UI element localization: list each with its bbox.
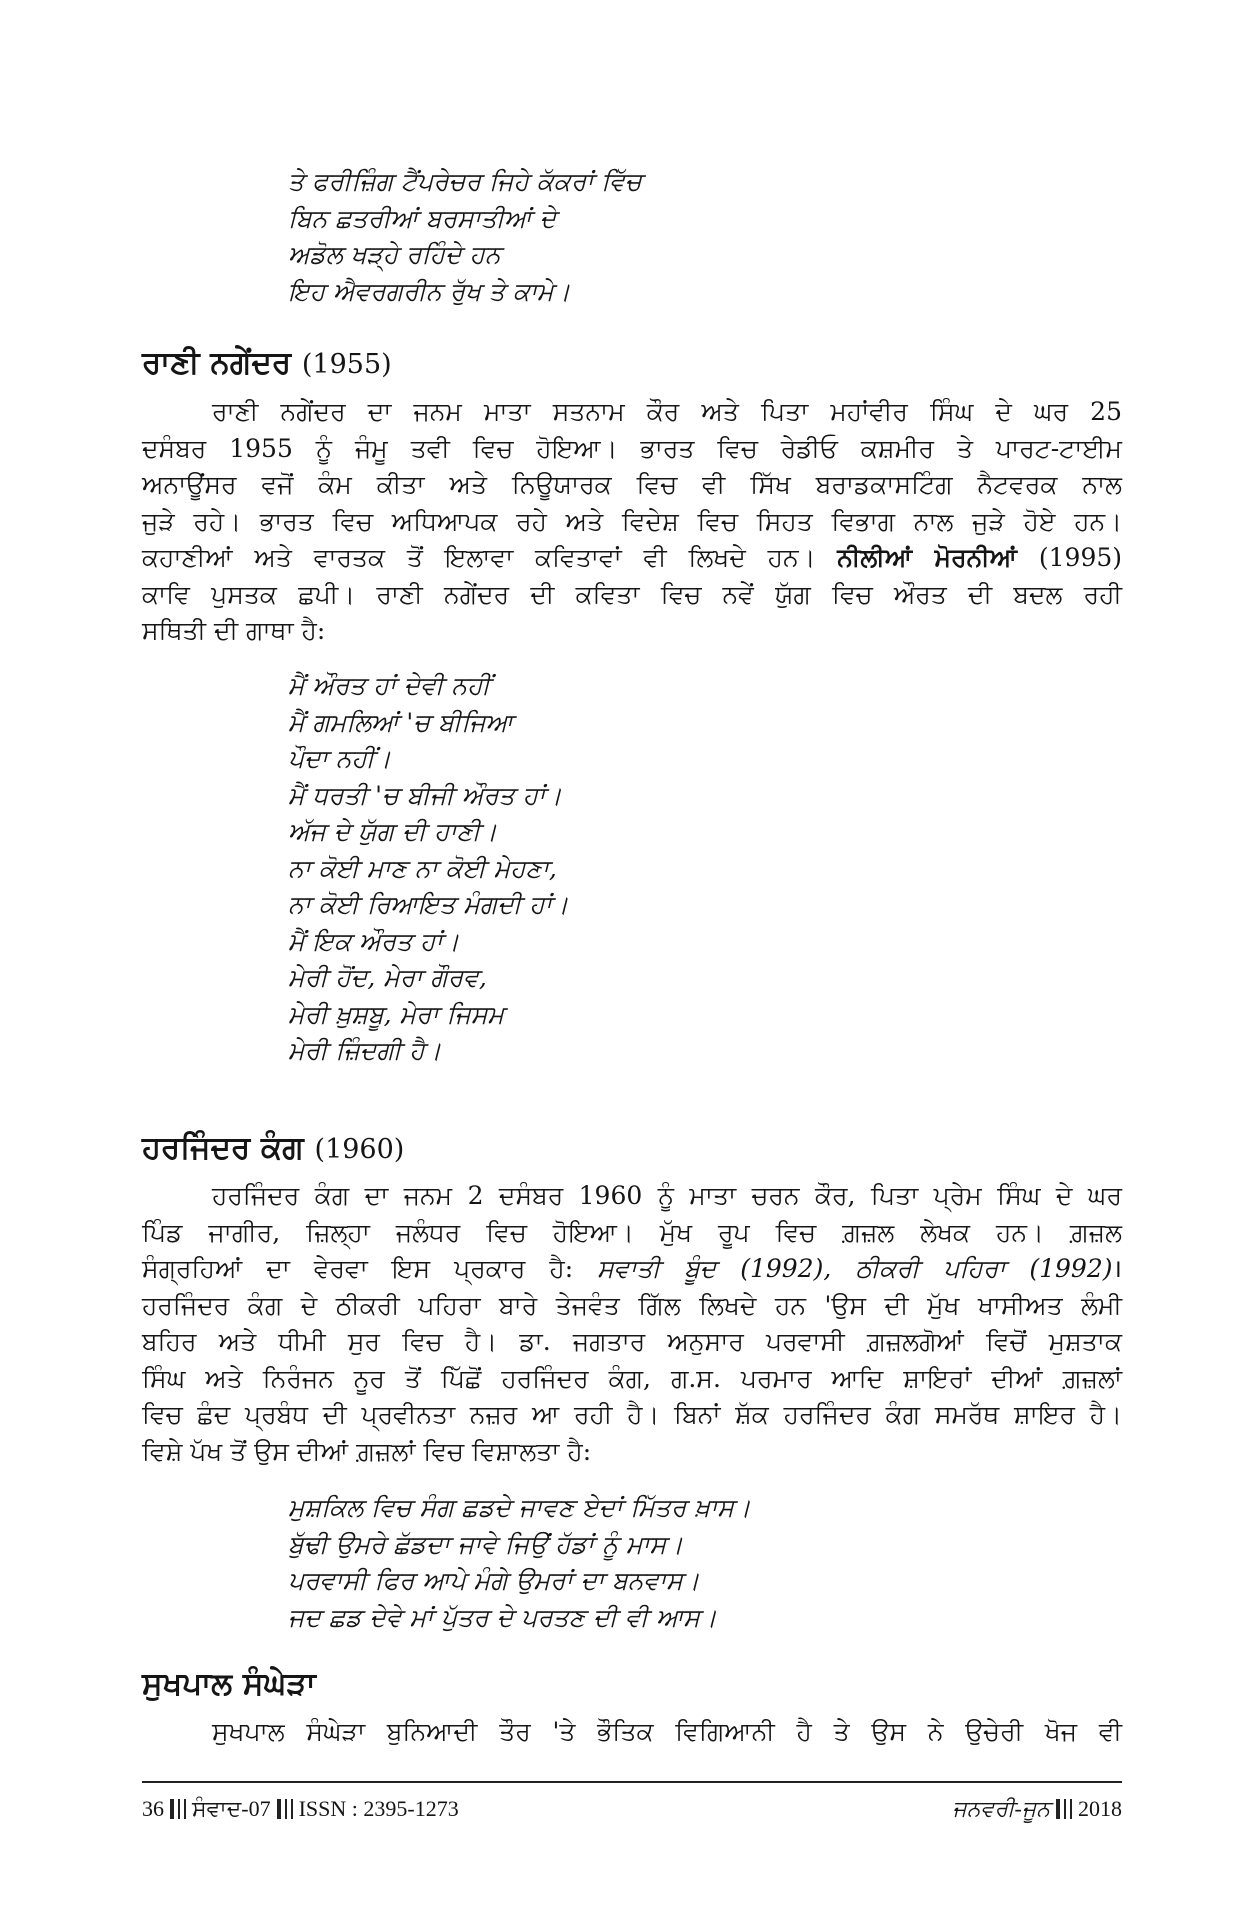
text-line: ਅਨਾਊਂਸਰ ਵਜੋਂ ਕੰਮ ਕੀਤਾ ਅਤੇ ਨਿਊਯਾਰਕ ਵਿਚ ਵੀ ਸਿੱਖ ਬਰਾਡਕਾਸਟਿੰਗ ਨੈਟਵਰਕ ਨਾਲ <box>142 470 1122 499</box>
section3-paragraph <box>142 1714 1122 1751</box>
author-name: ਹਰਜਿੰਦਰ ਕੰਗ <box>142 1130 304 1166</box>
text-line: ਹਰਜਿੰਦਰ ਕੰਗ ਦੇ ਠੀਕਰੀ ਪਹਿਰਾ ਬਾਰੇ ਤੇਜਵੰਤ ਗਿੱਲ ਲਿਖਦੇ ਹਨ 'ਉਸ ਦੀ ਮੁੱਖ ਖਾਸੀਅਤ ਲੰਮੀ <box>142 1290 1122 1320</box>
issue-months: ਜਨਵਰੀ-ਜੂਨ <box>952 1796 1050 1821</box>
text-line: ਬਹਿਰ ਅਤੇ ਧੀਮੀ ਸੁਰ ਵਿਚ ਹੈ। ਡਾ. ਜਗਤਾਰ ਅਨੁਸਾਰ ਪਰਵਾਸੀ ਗ਼ਜ਼ਲਗੋਆਂ ਵਿਚੋਂ ਮੁਸ਼ਤਾਕ <box>142 1327 1122 1356</box>
section-heading-rani-nagender <box>142 345 392 382</box>
poem-line: ਅੱਜ ਦੇ ਯੁੱਗ ਦੀ ਹਾਣੀ। <box>288 817 498 846</box>
section1-poem <box>288 668 569 1070</box>
text-fragment: । <box>1112 1254 1122 1283</box>
text-line: ਵਿਸ਼ੇ ਪੱਖ ਤੋਂ ਉਸ ਦੀਆਂ ਗ਼ਜ਼ਲਾਂ ਵਿਚ ਵਿਸ਼ਾਲਤਾ ਹੈ: <box>142 1436 592 1466</box>
author-year: (1955) <box>301 349 392 380</box>
section1-paragraph <box>142 394 1122 650</box>
poem-line: ਮੇਰੀ ਖ਼ੁਸ਼ਬੂ, ਮੇਰਾ ਜਿਸਮ <box>288 999 504 1029</box>
text-line: ਕਾਵਿ ਪੁਸਤਕ ਛਪੀ। ਰਾਣੀ ਨਗੇਂਦਰ ਦੀ ਕਵਿਤਾ ਵਿਚ ਨਵੇਂ ਯੁੱਗ ਵਿਚ ਔਰਤ ਦੀ ਬਦਲ ਰਹੀ <box>142 579 1122 609</box>
section-heading-sukhpal-sanghera <box>142 1666 316 1703</box>
poem-line: ਮੇਰੀ ਜ਼ਿੰਦਗੀ ਹੈ। <box>288 1036 442 1065</box>
verse-line: ਬਿਨ ਛਤਰੀਆਂ ਬਰਸਾਤੀਆਂ ਦੇ <box>288 203 557 233</box>
verse-line: ਅਡੋਲ ਖੜ੍ਹੇ ਰਹਿੰਦੇ ਹਨ <box>288 240 501 269</box>
text-fragment: ਸੰਗ੍ਰਹਿਆਂ ਦਾ ਵੇਰਵਾ ਇਸ ਪ੍ਰਕਾਰ ਹੈ: <box>142 1254 574 1283</box>
text-line: ਦਸੰਬਰ 1955 ਨੂੰ ਜੰਮੂ ਤਵੀ ਵਿਚ ਹੋਇਆ। ਭਾਰਤ ਵਿਚ ਰੇਡੀਓ ਕਸ਼ਮੀਰ ਤੇ ਪਾਰਟ-ਟਾਈਮ <box>142 433 1122 463</box>
author-name: ਰਾਣੀ ਨਗੇਂਦਰ <box>142 345 292 381</box>
separator-bars-icon <box>277 1799 293 1819</box>
top-verse <box>288 164 642 310</box>
separator-bars-icon <box>170 1799 186 1819</box>
text-line: ਪਿੰਡ ਜਾਗੀਰ, ਜ਼ਿਲ੍ਹਾ ਜਲੰਧਰ ਵਿਚ ਹੋਇਆ। ਮੁੱਖ ਰੂਪ ਵਿਚ ਗ਼ਜ਼ਲ ਲੇਖਕ ਹਨ। ਗ਼ਜ਼ਲ <box>142 1217 1122 1247</box>
text-fragment: ਕਹਾਣੀਆਂ ਅਤੇ ਵਾਰਤਕ ਤੋਂ ਇਲਾਵਾ ਕਵਿਤਾਵਾਂ ਵੀ ਲਿਖਦੇ ਹਨ। <box>142 543 816 572</box>
page-number: 36 <box>142 1796 164 1821</box>
separator-bars-icon <box>1056 1799 1072 1819</box>
text-line: ਸੁਖਪਾਲ ਸੰਘੇੜਾ ਬੁਨਿਆਦੀ ਤੌਰ 'ਤੇ ਭੌਤਿਕ ਵਿਗਿਆਨੀ ਹੈ ਤੇ ਉਸ ਨੇ ਉਚੇਰੀ ਖੋਜ ਵੀ <box>212 1717 1122 1746</box>
text-line: ਸਿੰਘ ਅਤੇ ਨਿਰੰਜਨ ਨੂਰ ਤੋਂ ਪਿੱਛੋਂ ਹਰਜਿੰਦਰ ਕੰਗ, ਗ.ਸ. ਪਰਮਾਰ ਆਦਿ ਸ਼ਾਇਰਾਂ ਦੀਆਂ ਗ਼ਜ਼ਲਾਂ <box>142 1363 1122 1393</box>
author-name: ਸੁਖਪਾਲ ਸੰਘੇੜਾ <box>142 1666 316 1702</box>
poem-line: ਮੈਂ ਇਕ ਔਰਤ ਹਾਂ। <box>288 926 460 956</box>
book-title: ਨੀਲੀਆਂ ਮੋਰਨੀਆਂ <box>837 543 1018 572</box>
section2-poem <box>288 1490 751 1636</box>
poem-line: ਨਾ ਕੋਈ ਰਿਆਇਤ ਮੰਗਦੀ ਹਾਂ। <box>288 890 569 919</box>
text-line: ਹਰਜਿੰਦਰ ਕੰਗ ਦਾ ਜਨਮ 2 ਦਸੰਬਰ 1960 ਨੂੰ ਮਾਤਾ ਚਰਨ ਕੌਰ, ਪਿਤਾ ਪ੍ਰੇਮ ਸਿੰਘ ਦੇ ਘਰ <box>212 1181 1122 1210</box>
footer-right <box>952 1796 1122 1822</box>
section-heading-harjinder-kang <box>142 1130 404 1167</box>
issn: ISSN : 2395-1273 <box>298 1796 459 1821</box>
text-line: ਜੁੜੇ ਰਹੇ। ਭਾਰਤ ਵਿਚ ਅਧਿਆਪਕ ਰਹੇ ਅਤੇ ਵਿਦੇਸ਼ ਵਿਚ ਸਿਹਤ ਵਿਭਾਗ ਨਾਲ ਜੁੜੇ ਹੋਏ ਹਨ। <box>142 506 1122 536</box>
poem-line: ਨਾ ਕੋਈ ਮਾਣ ਨਾ ਕੋਈ ਮੇਹਣਾ, <box>288 853 557 883</box>
text-line: ਵਿਚ ਛੰਦ ਪ੍ਰਬੰਧ ਦੀ ਪ੍ਰਵੀਨਤਾ ਨਜ਼ਰ ਆ ਰਹੀ ਹੈ। ਬਿਨਾਂ ਸ਼ੱਕ ਹਰਜਿੰਦਰ ਕੰਗ ਸਮਰੱਥ ਸ਼ਾਇਰ ਹੈ। <box>142 1400 1122 1429</box>
text-line: ਸਥਿਤੀ ਦੀ ਗਾਥਾ ਹੈ: <box>142 616 326 645</box>
poem-line: ਮੈਂ ਧਰਤੀ 'ਚ ਬੀਜੀ ਔਰਤ ਹਾਂ। <box>288 780 562 810</box>
text-line <box>142 1251 1122 1288</box>
author-year: (1960) <box>314 1134 405 1165</box>
book-titles: ਸਵਾਤੀ ਬੂੰਦ (1992), ਠੀਕਰੀ ਪਹਿਰਾ (1992) <box>597 1254 1113 1283</box>
poem-line: ਮੇਰੀ ਹੋਂਦ, ਮੇਰਾ ਗੌਰਵ, <box>288 963 487 992</box>
poem-line: ਮੈਂ ਗਮਲਿਆਂ 'ਚ ਬੀਜਿਆ <box>288 707 513 737</box>
footer-rule <box>142 1781 1122 1783</box>
journal-name: ਸੰਵਾਦ-07 <box>192 1796 271 1821</box>
poem-line: ਪਰਵਾਸੀ ਫਿਰ ਆਪੇ ਮੰਗੇ ਉਮਰਾਂ ਦਾ ਬਨਵਾਸ। <box>288 1566 700 1595</box>
book-year: (1995) <box>1038 543 1123 572</box>
verse-line: ਤੇ ਫਰੀਜ਼ਿੰਗ ਟੈਂਪਰੇਚਰ ਜਿਹੇ ਕੱਕਰਾਂ ਵਿੱਚ <box>288 167 642 196</box>
issue-year: 2018 <box>1078 1796 1122 1821</box>
text-line <box>142 540 1122 577</box>
poem-line: ਜਦ ਛਡ ਦੇਵੇ ਮਾਂ ਪੁੱਤਰ ਦੇ ਪਰਤਣ ਦੀ ਵੀ ਆਸ। <box>288 1602 717 1632</box>
text-line: ਰਾਣੀ ਨਗੇਂਦਰ ਦਾ ਜਨਮ ਮਾਤਾ ਸਤਨਾਮ ਕੌਰ ਅਤੇ ਪਿਤਾ ਮਹਾਂਵੀਰ ਸਿੰਘ ਦੇ ਘਰ 25 <box>212 397 1122 426</box>
section2-paragraph <box>142 1178 1122 1470</box>
footer-left <box>142 1796 459 1822</box>
poem-line: ਪੌਦਾ ਨਹੀਂ। <box>288 744 392 773</box>
poem-line: ਮੈਂ ਔਰਤ ਹਾਂ ਦੇਵੀ ਨਹੀਂ <box>288 671 490 700</box>
poem-line: ਮੁਸ਼ਕਿਲ ਵਿਚ ਸੰਗ ਛਡਦੇ ਜਾਵਣ ਏਦਾਂ ਮਿੱਤਰ ਖ਼ਾਸ। <box>288 1493 751 1522</box>
verse-line: ਇਹ ਐਵਰਗਰੀਨ ਰੁੱਖ ਤੇ ਕਾਮੇ। <box>288 276 571 306</box>
poem-line: ਬੁੱਢੀ ਉਮਰੇ ਛੱਡਦਾ ਜਾਵੇ ਜਿਉਂ ਹੱਡਾਂ ਨੂੰ ਮਾਸ। <box>288 1529 684 1559</box>
